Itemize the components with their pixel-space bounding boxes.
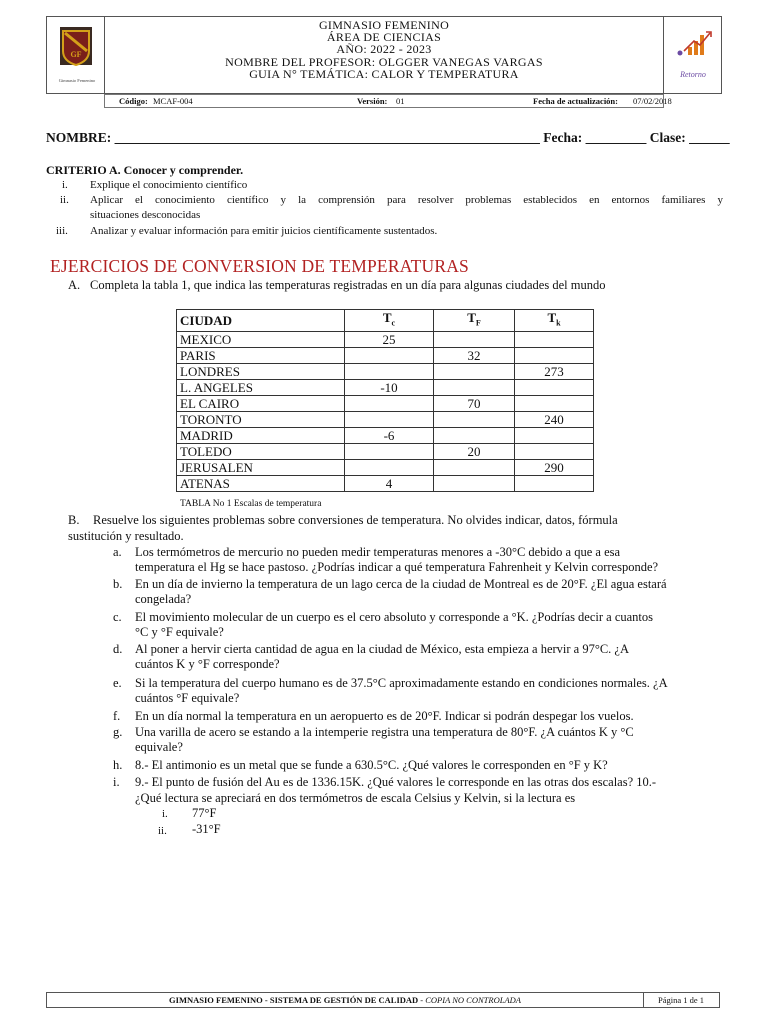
item-h-marker: h. [113, 758, 123, 772]
item-g-line2: equivale? [135, 740, 183, 754]
part-a-marker: A. [68, 278, 81, 292]
table-header-city: CIUDAD [177, 310, 345, 332]
codigo-label: Código: [119, 96, 148, 106]
document-header [46, 16, 722, 94]
item-g-marker: g. [113, 725, 123, 739]
table-row: LONDRES 273 [177, 363, 594, 379]
table-row: ATENAS 4 [177, 475, 594, 491]
footer-copy-label: - COPIA NO CONTROLADA [418, 995, 521, 1005]
item-c-marker: c. [113, 610, 122, 624]
subitem-i-text: 77°F [192, 806, 217, 820]
logo-caption: Gimnasio Femenino [58, 78, 96, 83]
part-b-marker: B. [68, 513, 80, 527]
item-b-line1: En un día de invierno la temperatura de un lago cerca de la ciudad de Montreal es de 20°F. ¿El agua estará [135, 577, 667, 591]
version-label: Versión: [357, 96, 388, 106]
table-header-tf: $T_F$ [434, 310, 515, 332]
header-line-area: ÁREA DE CIENCIAS [326, 30, 442, 45]
temperature-table [176, 309, 594, 492]
criterio-marker-3: iii. [56, 225, 68, 237]
table-row: MADRID -6 [177, 427, 594, 443]
fecha-value: 07/02/2018 [633, 96, 672, 106]
subitem-ii-marker: ii. [158, 825, 167, 837]
item-g-line1: Una varilla de acero se estando a la intemperie registra una temperatura de 80°F. ¿A cuántos K y °C [135, 725, 634, 739]
item-i-line2: ¿Qué lectura se apreciará en dos termómetros de escala Celsius y Kelvin, si la lectura es [135, 791, 576, 805]
item-e-line1: Si la temperatura del cuerpo humano es de 37.5°C aproximadamente estando en condiciones normales. ¿A [135, 676, 668, 690]
criterio-marker-2: ii. [60, 194, 69, 206]
section-title: EJERCICIOS DE CONVERSION DE TEMPERATURAS [50, 256, 469, 276]
item-b-marker: b. [113, 577, 123, 591]
item-f-line1: En un día normal la temperatura en un aeropuerto es de 20°F. Indicar si podrán despegar los vuelos. [135, 709, 634, 723]
table-row: MEXICO 25 [177, 331, 594, 347]
item-e-line2: cuántos °F equivale? [135, 691, 240, 705]
item-e-marker: e. [113, 676, 122, 690]
header-line-year: AÑO: 2022 - 2023 [336, 42, 432, 57]
item-i-line1: 9.- El punto de fusión del Au es de 1336.15K. ¿Qué valores le corresponde en las otras dos escalas? 10.- [135, 775, 657, 789]
table-caption: TABLA No 1 Escalas de temperatura [180, 499, 322, 509]
subitem-i-marker: i. [162, 808, 168, 820]
item-d-line2: cuántos K y °F corresponde? [135, 657, 280, 671]
header-line-teacher: NOMBRE DEL PROFESOR: OLGGER VANEGAS VARGAS [225, 54, 543, 69]
part-b-line1: Resuelve los siguientes problemas sobre conversiones de temperatura. No olvides indicar, datos, fórmula [93, 513, 618, 527]
retorno-logo [663, 17, 721, 95]
document-footer [46, 992, 720, 1008]
criterio-title: CRITERIO A. Conocer y comprender. [46, 163, 244, 177]
criterio-item-3: Analizar y evaluar información para emitir juicios científicamente sustentados. [90, 225, 438, 237]
table-row: TOLEDO 20 [177, 443, 594, 459]
item-a-marker: a. [113, 545, 122, 559]
table-header-tc: $T_c$ [345, 310, 434, 332]
item-c-line1: El movimiento molecular de un cuerpo es el cero absoluto y corresponde a °K. ¿Podrías decir a cuantos [135, 610, 654, 624]
header-line-school: GIMNASIO FEMENINO [318, 18, 450, 32]
table-row: TORONTO 240 [177, 411, 594, 427]
item-i-marker: i. [113, 775, 120, 789]
codigo-value: MCAF-004 [153, 96, 193, 106]
table-row: EL CAIRO 70 [177, 395, 594, 411]
svg-text:GF: GF [70, 50, 82, 59]
header-line-topic: GUIA N° TEMÁTICA: CALOR Y TEMPERATURA [249, 66, 519, 81]
item-a-line1: Los termómetros de mercurio no pueden medir temperaturas menores a -30°C debido a que a esa [135, 545, 621, 559]
item-a-line2: temperatura el Hg se hace pastoso. ¿Podrías indicar a qué temperatura Fahrenheit y Kelvin corresponde? [135, 560, 659, 574]
school-logo [47, 17, 105, 95]
table-row: JERUSALEN 290 [177, 459, 594, 475]
footer-system-label: GIMNASIO FEMENINO - SISTEMA DE GESTIÓN DE CALIDAD [169, 995, 419, 1005]
criterio-marker-1: i. [62, 179, 68, 191]
part-a-text: Completa la tabla 1, que indica las temperaturas registradas en un día para algunas ciudades del mundo [90, 278, 606, 292]
table-row: PARIS 32 [177, 347, 594, 363]
footer-page-number: Página 1 de 1 [657, 995, 705, 1005]
item-h-line1: 8.- El antimonio es un metal que se funde a 630.5°C. ¿Qué valores le corresponden en °F y K? [135, 758, 608, 772]
criterio-item-2: Aplicar el conocimiento científico y la comprensión para resolver problemas establecidos en entornos familiares y [90, 194, 723, 206]
part-b-line2: sustitución y resultado. [68, 529, 184, 543]
retorno-label: Retorno [680, 70, 706, 79]
item-c-line2: °C y °F equivale? [135, 625, 224, 639]
student-name-line: NOMBRE: _______________________________________________________________ Fecha: _________ Clase: ______ [46, 130, 730, 145]
fecha-label: Fecha de actualización: [533, 96, 618, 106]
version-value: 01 [396, 96, 405, 106]
item-d-marker: d. [113, 642, 123, 656]
table-row: L. ANGELES -10 [177, 379, 594, 395]
footer-left [47, 993, 644, 1007]
subitem-ii-text: -31°F [192, 822, 221, 836]
table-header-tk: $T_k$ [515, 310, 594, 332]
criterio-item-2-cont: situaciones desconocidas [90, 209, 201, 221]
item-b-line2: congelada? [135, 592, 192, 606]
criterio-item-1: Explique el conocimiento científico [90, 179, 248, 191]
table-header-row [177, 310, 594, 332]
header-title-block [105, 19, 663, 80]
item-d-line1: Al poner a hervir cierta cantidad de agua en la ciudad de México, esta empieza a hervir a 97°C. ¿A [135, 642, 630, 656]
document-meta-bar [104, 94, 672, 108]
item-f-marker: f. [113, 709, 121, 723]
